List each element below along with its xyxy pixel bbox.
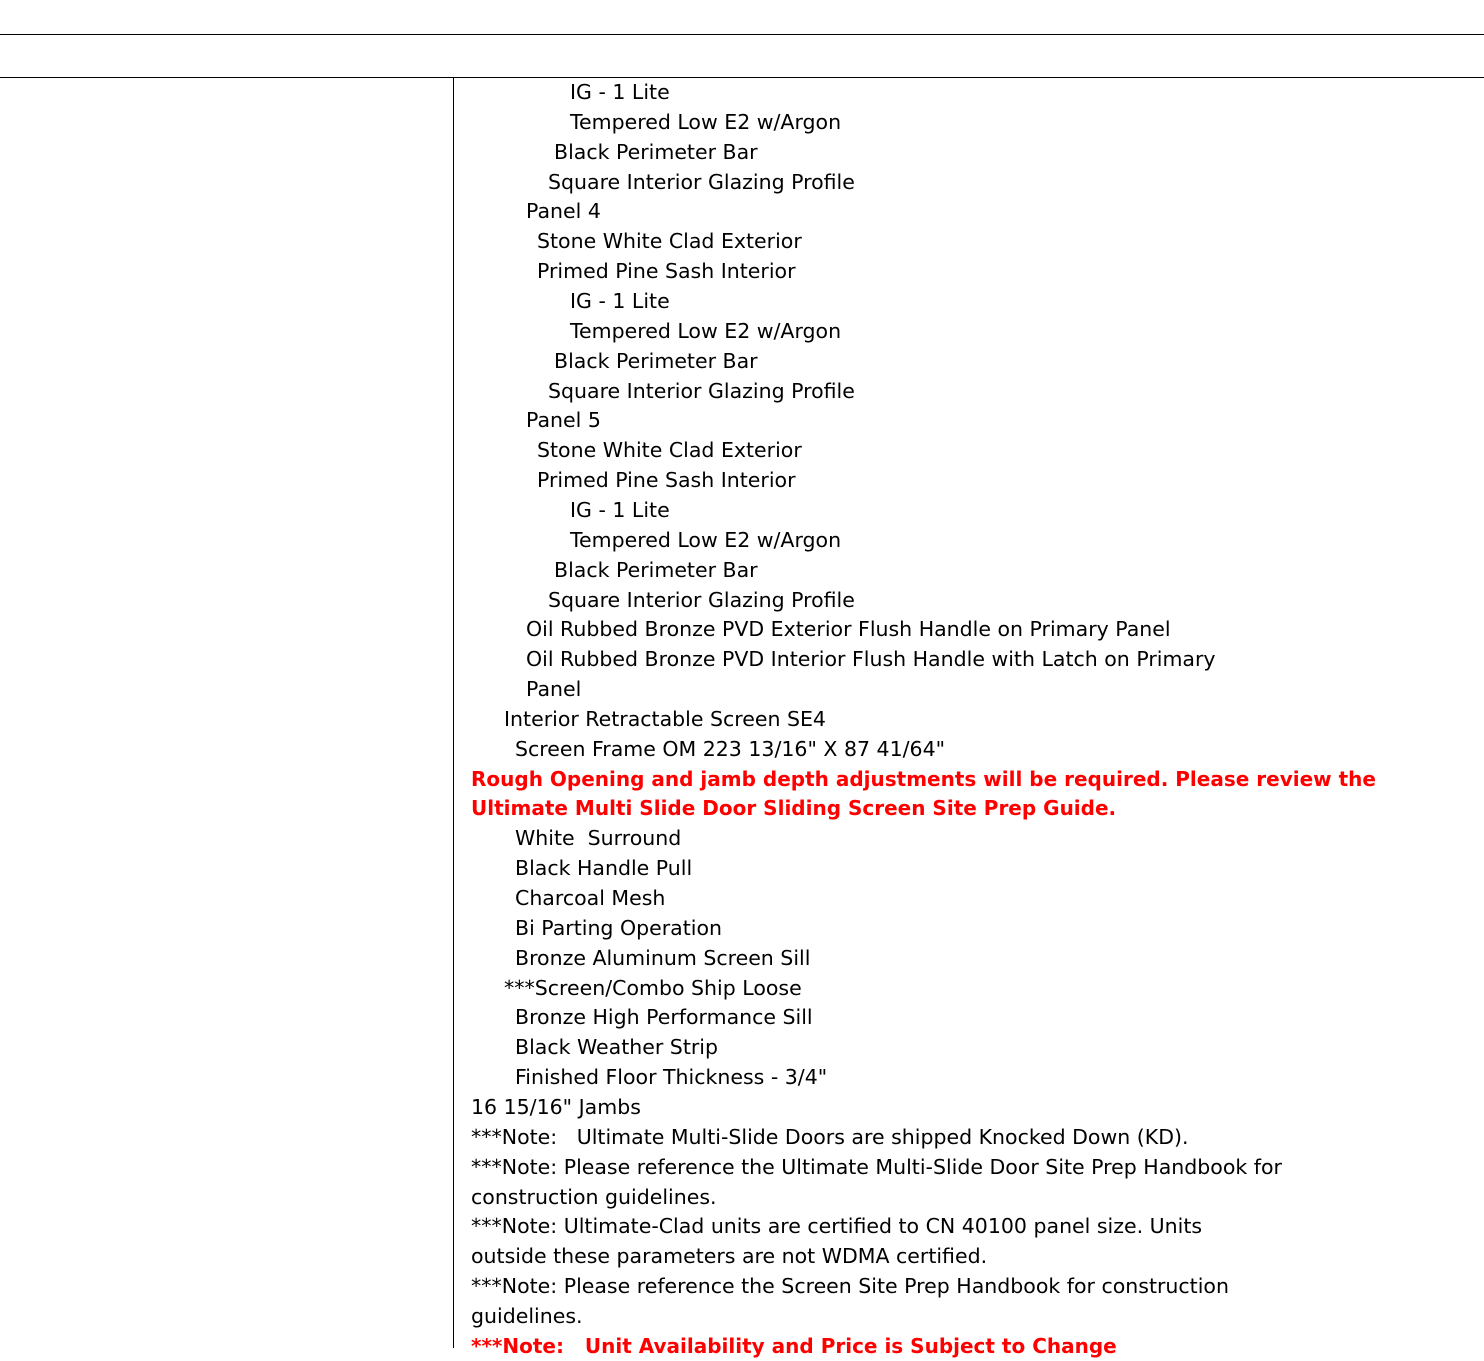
spec-line: Square Interior Glazing Profile <box>548 587 855 612</box>
spec-line: IG - 1 Lite <box>570 497 670 522</box>
spec-line: Black Weather Strip <box>515 1035 718 1060</box>
spec-line: Screen Frame OM 223 13/16" X 87 41/64" <box>515 736 946 761</box>
spec-line: Black Perimeter Bar <box>554 348 758 373</box>
spec-line: ***Note: Ultimate-Clad units are certified to CN 40100 panel size. Units <box>471 1214 1203 1239</box>
spec-line: ***Note: Ultimate Multi-Slide Doors are shipped Knocked Down (KD). <box>471 1124 1189 1149</box>
spec-line: White Surround <box>515 826 682 851</box>
spec-line: guidelines. <box>471 1303 583 1328</box>
spec-line: Tempered Low E2 w/Argon <box>570 527 842 552</box>
spec-line: Black Perimeter Bar <box>554 557 758 582</box>
spec-line: Stone White Clad Exterior <box>537 229 802 254</box>
spec-line: Panel 5 <box>526 408 601 433</box>
spec-line: IG - 1 Lite <box>570 289 670 313</box>
spec-line: ***Screen/Combo Ship Loose <box>504 975 802 1000</box>
spec-line: Tempered Low E2 w/Argon <box>570 318 842 343</box>
spec-line: Square Interior Glazing Profile <box>548 378 855 403</box>
spec-line: Bronze Aluminum Screen Sill <box>515 945 811 970</box>
spec-line: Primed Pine Sash Interior <box>537 259 796 284</box>
spec-line: Panel 4 <box>526 199 601 224</box>
spec-line: Primed Pine Sash Interior <box>537 468 796 493</box>
spec-line: Black Perimeter Bar <box>554 139 758 164</box>
spec-line: Bronze High Performance Sill <box>515 1005 813 1030</box>
spec-line: Stone White Clad Exterior <box>537 438 802 463</box>
spec-line: Finished Floor Thickness - 3/4" <box>515 1065 828 1090</box>
warning-note-line: Ultimate Multi Slide Door Sliding Screen Site Prep Guide. <box>471 796 1117 821</box>
spec-line: Oil Rubbed Bronze PVD Exterior Flush Handle on Primary Panel <box>526 617 1171 642</box>
warning-note-line: Rough Opening and jamb depth adjustments will be required. Please review the <box>471 766 1376 791</box>
spec-line: ***Note: Please reference the Screen Site Prep Handbook for construction <box>471 1274 1229 1298</box>
spec-line: 16 15/16" Jambs <box>471 1094 641 1119</box>
warning-note-line: ***Note: Unit Availability and Price is Subject to Change <box>471 1333 1117 1358</box>
spec-line: Black Handle Pull <box>515 856 693 881</box>
spec-line: Panel <box>526 677 582 701</box>
spec-line: IG - 1 Lite <box>570 80 670 104</box>
spec-line: construction guidelines. <box>471 1184 717 1209</box>
spec-line: Oil Rubbed Bronze PVD Interior Flush Handle with Latch on Primary <box>526 647 1216 672</box>
spec-line: ***Note: Please reference the Ultimate Multi-Slide Door Site Prep Handbook for <box>471 1154 1282 1179</box>
spec-line: Square Interior Glazing Profile <box>548 169 855 194</box>
spec-line: Tempered Low E2 w/Argon <box>570 109 842 134</box>
spec-line: Interior Retractable Screen SE4 <box>504 706 826 731</box>
spec-line: Bi Parting Operation <box>515 915 722 940</box>
spec-line: outside these parameters are not WDMA certified. <box>471 1244 988 1269</box>
spec-line: Charcoal Mesh <box>515 886 666 910</box>
